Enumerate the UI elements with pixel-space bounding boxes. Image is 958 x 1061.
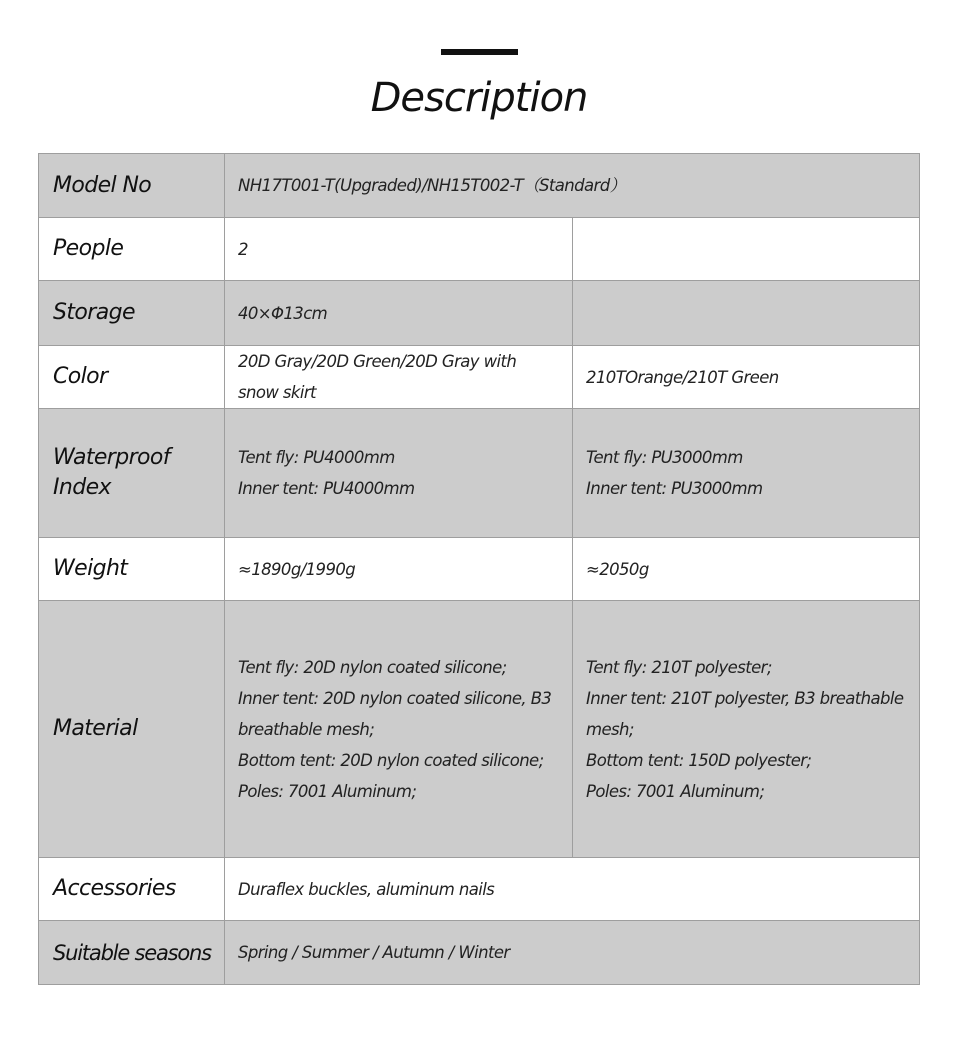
cell-text: Tent fly: 210T polyester; <box>586 657 772 677</box>
seasons-value <box>225 921 920 985</box>
cell-text: Tent fly: PU3000mm <box>586 448 743 467</box>
cell-text: 40×Φ13cm <box>238 303 328 323</box>
cell-text: Duraflex buckles, aluminum nails <box>238 879 495 899</box>
people-value <box>225 218 573 281</box>
color-value-alt <box>573 346 920 409</box>
storage-value <box>225 281 573 346</box>
row-label: Suitable seasons <box>39 921 225 985</box>
cell-text: 210TOrange/210T Green <box>586 367 779 387</box>
table-row-people <box>39 218 920 281</box>
page-title: Description <box>370 75 588 121</box>
table-row-suitable-seasons <box>39 921 920 985</box>
cell-text: Inner tent: 20D nylon coated silicone, B3 <box>238 688 552 708</box>
cell-text: Inner tent: 210T polyester, B3 breathable <box>586 688 904 708</box>
spec-table <box>38 153 920 985</box>
row-label: Model No <box>39 154 225 218</box>
material-value-alt <box>573 601 920 858</box>
cell-text: Tent fly: 20D nylon coated silicone; <box>238 657 507 677</box>
accessories-value <box>225 858 920 921</box>
table-row-model-no <box>39 154 920 218</box>
row-label: Weight <box>39 538 225 601</box>
row-label: Storage <box>39 281 225 346</box>
cell-text: Spring / Summer / Autumn / Winter <box>238 943 510 962</box>
cell-text: 2 <box>238 239 248 259</box>
waterproof-value <box>225 409 573 538</box>
cell-text: snow skirt <box>238 383 316 402</box>
weight-value <box>225 538 573 601</box>
cell-text: Bottom tent: 20D nylon coated silicone; <box>238 750 544 770</box>
cell-text: Inner tent: PU4000mm <box>238 479 415 498</box>
row-label-line: Waterproof <box>53 445 170 470</box>
table-row-accessories <box>39 858 920 921</box>
row-label: People <box>39 218 225 281</box>
cell-text: Poles: 7001 Aluminum; <box>238 781 417 801</box>
cell-text: ≈2050g <box>586 559 649 579</box>
row-label: Material <box>39 601 225 858</box>
table-row-waterproof-index <box>39 409 920 538</box>
cell-text: breathable mesh; <box>238 719 375 739</box>
model-no-value <box>225 154 920 218</box>
row-label <box>39 409 225 538</box>
cell-text: Inner tent: PU3000mm <box>586 479 763 498</box>
table-row-weight <box>39 538 920 601</box>
row-label-line: Index <box>53 475 111 500</box>
cell-text: Tent fly: PU4000mm <box>238 448 395 467</box>
color-value <box>225 346 573 409</box>
cell-text: Bottom tent: 150D polyester; <box>586 750 812 770</box>
cell-text: ≈1890g/1990g <box>238 559 356 579</box>
table-row-storage <box>39 281 920 346</box>
storage-value-alt <box>573 281 920 346</box>
cell-text: 20D Gray/20D Green/20D Gray with <box>238 352 517 371</box>
weight-value-alt <box>573 538 920 601</box>
cell-text: Poles: 7001 Aluminum; <box>586 781 765 801</box>
row-label: Color <box>39 346 225 409</box>
row-label: Accessories <box>39 858 225 921</box>
table-row-material <box>39 601 920 858</box>
cell-text: NH17T001-T(Upgraded)/NH15T002-T（Standard） <box>238 176 626 195</box>
waterproof-value-alt <box>573 409 920 538</box>
material-value <box>225 601 573 858</box>
table-row-color <box>39 346 920 409</box>
cell-text: mesh; <box>586 719 634 739</box>
people-value-alt <box>573 218 920 281</box>
title-decoration-bar <box>441 49 518 55</box>
